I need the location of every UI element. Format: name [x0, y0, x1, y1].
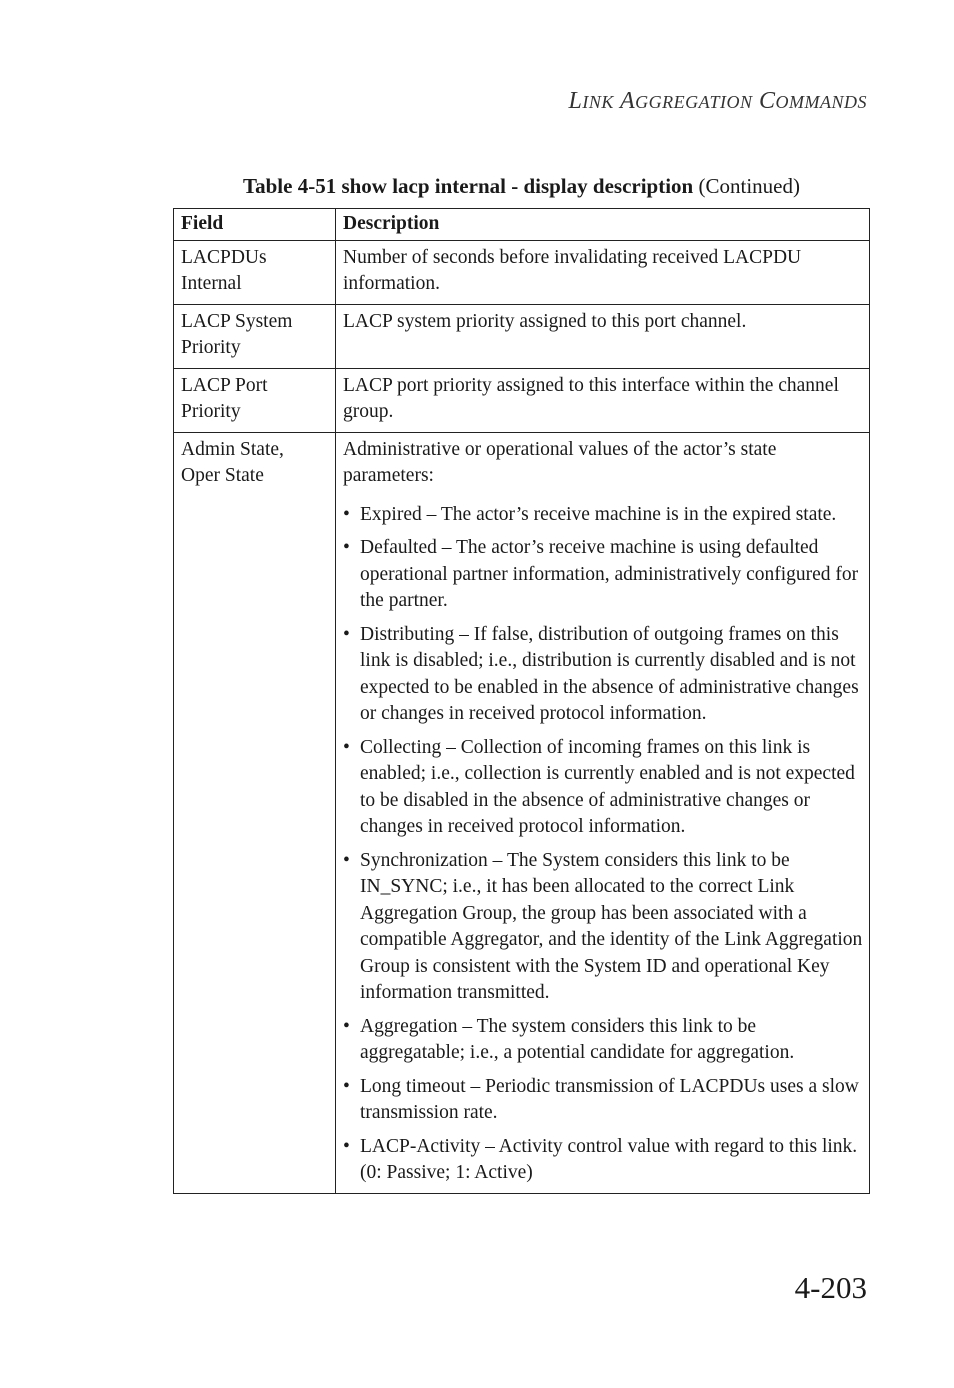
bullet-collecting: • Collecting – Collection of incoming frames on this link is enabled; i.e., collection is currently enabled and is not expected to be disabled in the absence of administrative changes or changes in received protocol information.	[343, 735, 863, 841]
header-description: Description	[336, 209, 870, 241]
field-line: Internal	[181, 273, 242, 294]
header-word-link: LINK	[568, 88, 614, 114]
running-header	[569, 88, 867, 115]
table-row	[174, 240, 870, 304]
bullet-defaulted: • Defaulted – The actor’s receive machine is using defaulted operational partner information, administratively configured for the partner.	[343, 535, 863, 615]
description-cell: LACP system priority assigned to this port channel.	[336, 304, 870, 368]
description-cell: LACP port priority assigned to this interface within the channel group.	[336, 368, 870, 432]
field-cell	[174, 240, 336, 304]
bullet-long-timeout: • Long timeout – Periodic transmission of LACPDUs uses a slow transmission rate.	[343, 1074, 863, 1127]
table-row	[174, 368, 870, 432]
table-caption	[173, 174, 870, 199]
description-intro: Administrative or operational values of the actor’s state parameters:	[343, 438, 777, 486]
description-cell	[336, 432, 870, 1193]
field-line: Admin State,	[181, 438, 284, 460]
header-field: Field	[174, 209, 336, 241]
field-line: LACP Port	[181, 374, 268, 396]
field-line: LACPDUs	[181, 246, 267, 268]
field-line: Priority	[181, 401, 241, 422]
field-cell	[174, 368, 336, 432]
field-line: Oper State	[181, 465, 264, 486]
bullet-synchronization: • Synchronization – The System considers this link to be IN_SYNC; i.e., it has been allocated to the correct Link Aggregation Group, the group has been associated with a compatible Aggregator, and the identity of the Link Aggregation Group is consistent with the System ID and operational Key information transmitted.	[343, 848, 863, 1007]
table-header-row	[174, 209, 870, 241]
caption-continued: (Continued)	[698, 174, 800, 198]
field-line: LACP System	[181, 310, 293, 332]
bullet-distributing: • Distributing – If false, distribution of outgoing frames on this link is disabled; i.e., distribution is currently disabled and is not expected to be enabled in the absence of administrative changes or changes in received protocol information.	[343, 622, 863, 728]
state-bullet-list	[343, 502, 863, 1187]
description-table	[173, 208, 870, 1194]
bullet-expired: • Expired – The actor’s receive machine is in the expired state.	[343, 502, 863, 529]
bullet-aggregation: • Aggregation – The system considers this link to be aggregatable; i.e., a potential candidate for aggregation.	[343, 1014, 863, 1067]
table-row	[174, 304, 870, 368]
field-line: Priority	[181, 337, 241, 358]
caption-title: Table 4-51 show lacp internal - display description	[243, 174, 694, 198]
field-cell	[174, 432, 336, 1193]
header-word-commands: COMMANDS	[758, 88, 867, 114]
description-cell: Number of seconds before invalidating received LACPDU information.	[336, 240, 870, 304]
table-row	[174, 432, 870, 1193]
header-word-aggregation: AGGREGATION	[619, 88, 753, 114]
field-cell	[174, 304, 336, 368]
bullet-lacp-activity: • LACP-Activity – Activity control value with regard to this link. (0: Passive; 1: Active)	[343, 1134, 863, 1187]
page-number: 4-203	[794, 1270, 867, 1305]
